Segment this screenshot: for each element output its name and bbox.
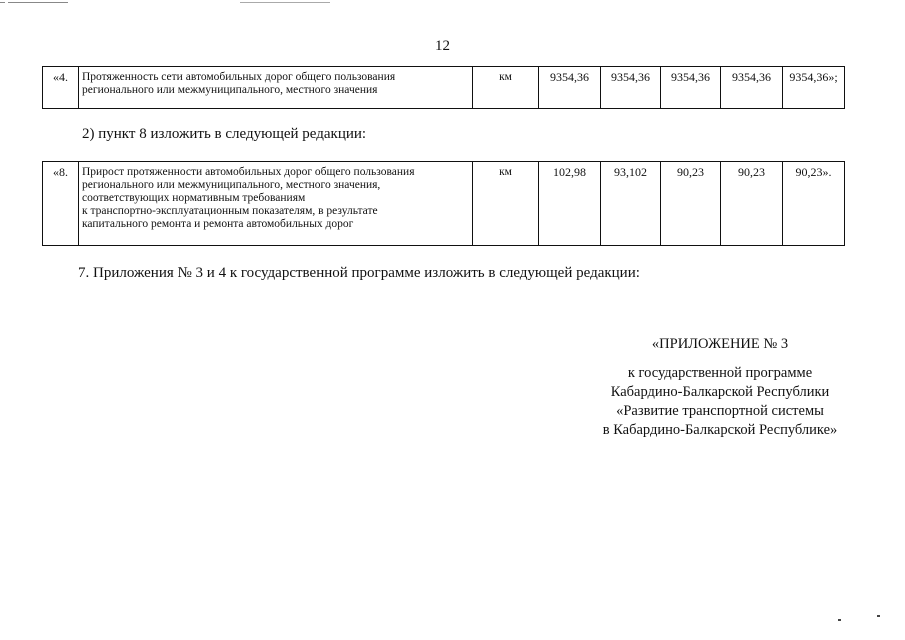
indicator-table-row-8 [42, 161, 845, 246]
appendix-header [560, 335, 880, 440]
row-unit: км [473, 162, 539, 246]
description-line: Прирост протяженности автомобильных дорог общего пользования [82, 166, 415, 178]
row-value: 102,98 [539, 162, 601, 246]
description-line: регионального или межмуниципального, местного значения, [82, 179, 381, 191]
row-description [79, 162, 473, 246]
description-line: соответствующих нормативным требованиям [82, 192, 306, 204]
row-unit: км [473, 67, 539, 109]
table-row [43, 67, 845, 109]
scan-artifact [0, 0, 905, 6]
indicator-table-row-4 [42, 66, 845, 109]
page-number: 12 [435, 38, 450, 54]
row-description: Протяженность сети автомобильных дорог общего пользования регионального или межмуниципального, местного значения [79, 67, 473, 109]
row-number: «4. [43, 67, 79, 109]
point-2-text: 2) пункт 8 изложить в следующей редакции: [82, 126, 367, 142]
scan-speck [838, 619, 841, 621]
row-value: 90,23 [721, 162, 783, 246]
row-value: 9354,36»; [783, 67, 845, 109]
appendix-line: в Кабардино-Балкарской Республике» [602, 422, 838, 438]
appendix-line: Кабардино-Балкарской Республики [610, 384, 830, 400]
row-number: «8. [43, 162, 79, 246]
row-value: 93,102 [601, 162, 661, 246]
description-line: к транспортно-эксплуатационным показателям, в результате [82, 205, 378, 217]
table-row [43, 162, 845, 246]
row-value: 9354,36 [661, 67, 721, 109]
appendix-line: «Развитие транспортной системы [616, 403, 824, 419]
row-value: 90,23». [783, 162, 845, 246]
point-7-text: 7. Приложения № 3 и 4 к государственной программе изложить в следующей редакции: [78, 265, 640, 281]
row-value: 90,23 [661, 162, 721, 246]
row-value: 9354,36 [601, 67, 661, 109]
row-value: 9354,36 [539, 67, 601, 109]
description-line: капитального ремонта и ремонта автомобильных дорог [82, 218, 354, 230]
row-value: 9354,36 [721, 67, 783, 109]
appendix-title: «ПРИЛОЖЕНИЕ № 3 [651, 336, 789, 352]
appendix-line: к государственной программе [627, 365, 813, 381]
scan-speck [877, 615, 880, 617]
